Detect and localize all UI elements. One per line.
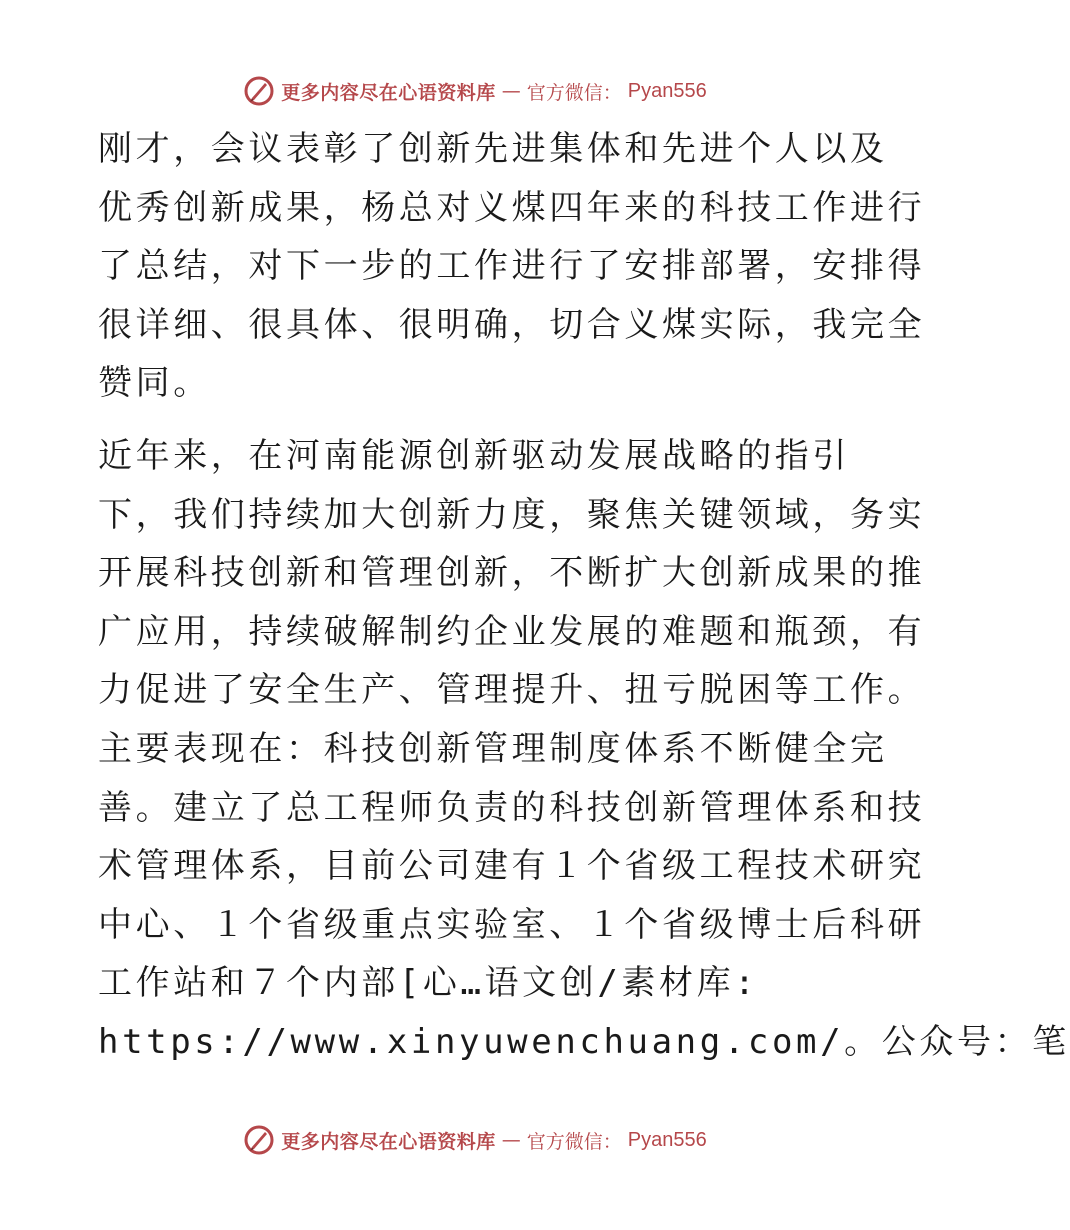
text-line: 中心、１个省级重点实验室、１个省级博士后科研 xyxy=(98,904,926,945)
text-line: 开展科技创新和管理创新，不断扩大创新成果的推 xyxy=(98,553,926,594)
brand-name: 更多内容尽在心语资料库 xyxy=(281,1130,496,1153)
text-line: 近年来，在河南能源创新驱动发展战略的指引 xyxy=(98,435,850,476)
brand-name: 更多内容尽在心语资料库 xyxy=(281,81,496,104)
banner-separator: — xyxy=(501,80,521,102)
quill-pen-icon xyxy=(243,1124,275,1156)
quill-pen-icon xyxy=(243,75,275,107)
text-line: 术管理体系，目前公司建有１个省级工程技术研究 xyxy=(98,846,926,887)
text-line: 主要表现在：科技创新管理制度体系不断健全完 xyxy=(98,728,888,769)
text-line: 了总结，对下一步的工作进行了安排部署，安排得 xyxy=(98,246,926,287)
wechat-label: 官方微信： xyxy=(526,81,622,104)
wechat-id: Pyan556 xyxy=(627,1128,707,1151)
text-line: 赞同。 xyxy=(98,363,211,404)
wechat-id: Pyan556 xyxy=(627,79,707,102)
text-line: 刚才，会议表彰了创新先进集体和先进个人以及 xyxy=(98,129,888,169)
paragraph-2 xyxy=(98,427,1070,1072)
banner-separator: — xyxy=(501,1129,521,1151)
text-line: 工作站和７个内部[心…语文创/素材库: xyxy=(98,963,759,1004)
paragraph-spacer xyxy=(98,413,858,427)
header-banner xyxy=(0,71,950,111)
text-line: 善。建立了总工程师负责的科技创新管理体系和技 xyxy=(98,787,926,828)
text-line: 下，我们持续加大创新力度，聚焦关键领域，务实 xyxy=(98,494,926,535)
text-line: 广应用，持续破解制约企业发展的难题和瓶颈，有 xyxy=(98,611,926,652)
text-line: 优秀创新成果，杨总对义煤四年来的科技工作进行 xyxy=(98,187,926,228)
text-line: https://www.xinyuwenchuang.com/。公众号：笔 xyxy=(98,1021,1070,1062)
document-body xyxy=(98,120,1070,1072)
paragraph-1 xyxy=(98,120,926,413)
footer-banner xyxy=(0,1120,950,1160)
text-line: 很详细、很具体、很明确，切合义煤实际，我完全 xyxy=(98,304,926,345)
wechat-label: 官方微信： xyxy=(526,1130,622,1153)
text-line: 力促进了安全生产、管理提升、扭亏脱困等工作。 xyxy=(98,670,926,711)
